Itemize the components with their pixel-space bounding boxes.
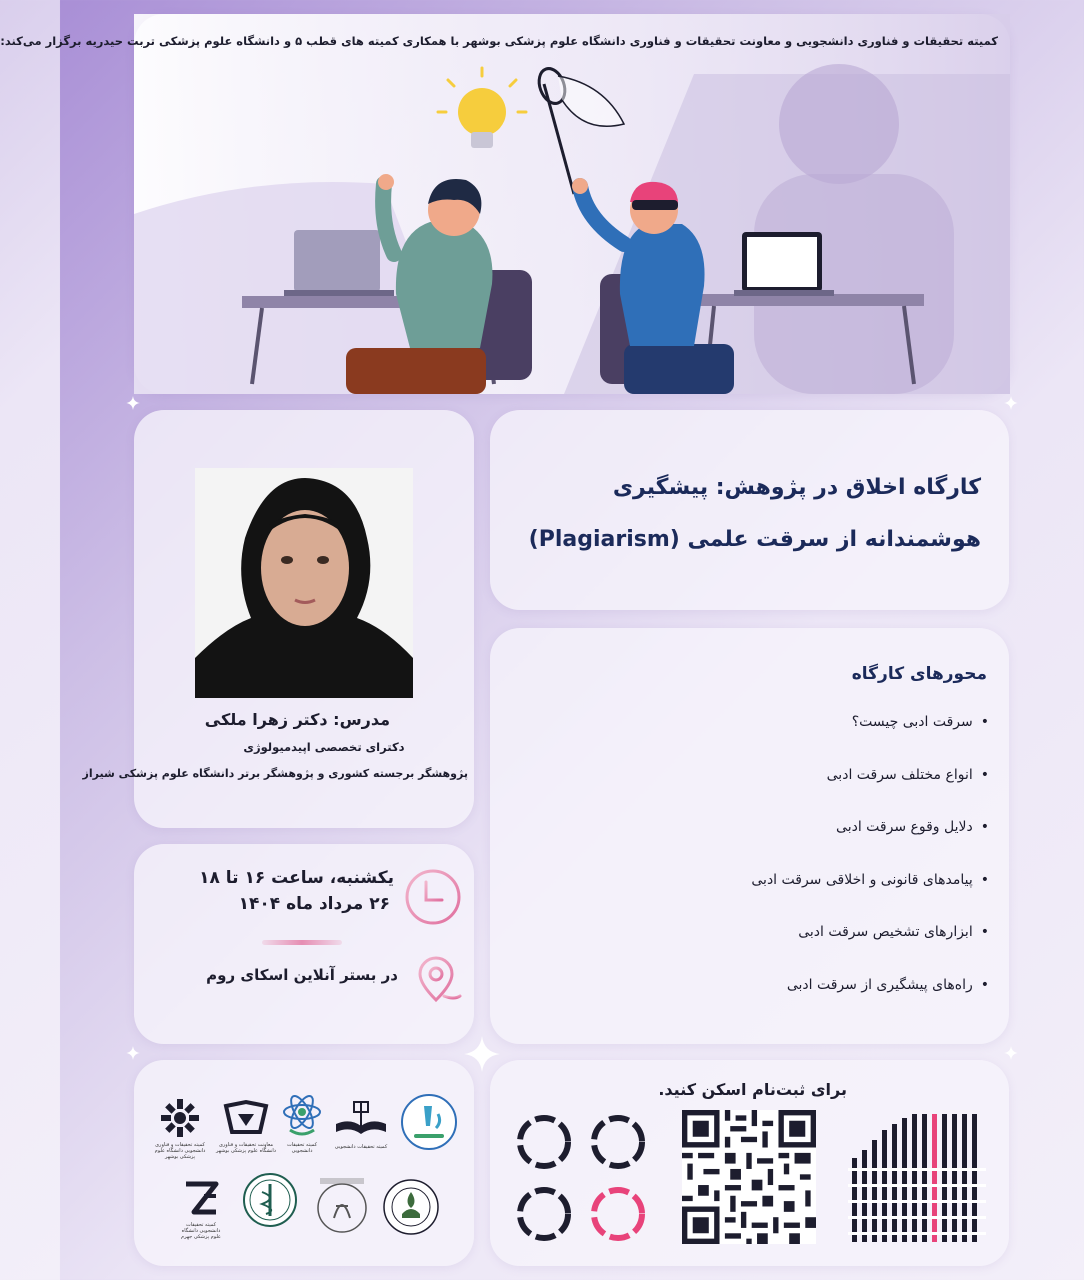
logo-caption: کمیته تحقیقات دانشجویی دانشگاه علوم پزشکی جهرم — [180, 1222, 221, 1240]
topic-text: پیامدهای قانونی و اخلاقی سرقت ادبی — [751, 871, 973, 888]
topic-item — [519, 872, 989, 925]
topic-item — [519, 977, 989, 1030]
jahrom-logo — [176, 1178, 226, 1240]
instructor-degree: دکترای تخصصی اپیدمیولوژی — [243, 740, 405, 754]
organizers-line: کمیته تحقیقات و فناوری دانشجویی و معاونت تحقیقات و فناوری دانشگاه علوم پزشکی بوشهر با همکاری کمیته های قطب ۵ و دانشگاه علوم پزشکی تربت حیدریه برگزار می‌کند: — [0, 34, 998, 48]
location-pin-icon — [414, 956, 464, 1008]
register-card — [490, 1060, 1009, 1266]
sparkle-icon — [1004, 1046, 1018, 1060]
logo-caption: کمیته تحقیقات دانشجویی — [334, 1144, 388, 1150]
sparkle-icon — [126, 396, 140, 410]
bullet: • — [980, 714, 989, 730]
topics-card — [490, 628, 1009, 1044]
topic-text: دلایل وقوع سرقت ادبی — [836, 819, 973, 835]
sparkle-icon — [1004, 396, 1018, 410]
bullet: • — [980, 976, 989, 993]
logo-caption: معاونت تحقیقات و فناوری دانشگاه علوم پزشکی بوشهر — [216, 1142, 276, 1154]
bullet: • — [980, 871, 989, 888]
schedule-date: ۲۶ مرداد ماه ۱۴۰۴ — [238, 894, 390, 914]
research-seal-logo — [310, 1176, 374, 1240]
topics-heading: محورهای کارگاه — [851, 664, 987, 684]
clock-icon — [402, 866, 464, 928]
topic-text: راه‌های پیشگیری از سرقت ادبی — [786, 976, 973, 993]
university-seal-logo — [380, 1178, 442, 1240]
logo-caption: کمیته تحقیقات دانشجویی — [287, 1142, 317, 1154]
decorative-barcode — [848, 1110, 986, 1244]
topic-text: سرقت ادبی چیست؟ — [851, 714, 973, 730]
bullet: • — [980, 924, 989, 940]
logo-caption: کمیته تحقیقات و فناوری دانشجویی دانشگاه علوم پزشکی بوشهر — [154, 1142, 206, 1160]
schedule-day-time: یکشنبه، ساعت ۱۶ تا ۱۸ — [199, 868, 394, 888]
topic-item — [519, 819, 989, 872]
schedule-card — [134, 844, 474, 1044]
sparkle-icon — [126, 1046, 140, 1060]
bullet: • — [980, 766, 989, 783]
topic-text: انواع مختلف سرقت ادبی — [826, 766, 973, 783]
topic-item — [519, 714, 989, 767]
hero-banner — [0, 14, 1010, 394]
caduceus-logo — [242, 1172, 298, 1232]
schedule-divider — [262, 940, 342, 945]
research-deputy-logo — [216, 1098, 276, 1154]
book-logo — [330, 1096, 392, 1150]
topic-text: ابزارهای تشخیص سرقت ادبی — [798, 924, 973, 940]
topic-item — [519, 767, 989, 820]
scan-to-register-label: برای ثبت‌نام اسکن کنید. — [658, 1080, 847, 1099]
schedule-location: در بستر آنلاین اسکای روم — [206, 966, 398, 984]
registration-qr-code[interactable] — [682, 1110, 816, 1244]
topics-list — [519, 714, 989, 1029]
topic-item — [519, 924, 989, 977]
microscope-logo — [396, 1092, 462, 1156]
instructor-name: مدرس: دکتر زهرا ملکی — [204, 710, 390, 729]
instructor-photo — [195, 468, 413, 698]
logos-card — [134, 1060, 474, 1266]
hero-illustration — [0, 14, 1010, 394]
workshop-title-card — [490, 410, 1009, 610]
sparkle-icon — [464, 1036, 500, 1072]
workshop-title: کارگاه اخلاق در پژوهش: پیشگیری هوشمندانه از سرقت علمی (Plagiarism) — [528, 475, 981, 552]
student-research-committee-logo-1 — [148, 1098, 212, 1160]
decorative-rings — [514, 1110, 664, 1250]
instructor-card — [82, 410, 474, 828]
instructor-position: پژوهشگر برجسته کشوری و پژوهشگر برتر دانشگاه علوم پزشکی شیراز — [82, 767, 468, 780]
atom-logo — [280, 1090, 324, 1154]
bullet: • — [980, 819, 989, 835]
